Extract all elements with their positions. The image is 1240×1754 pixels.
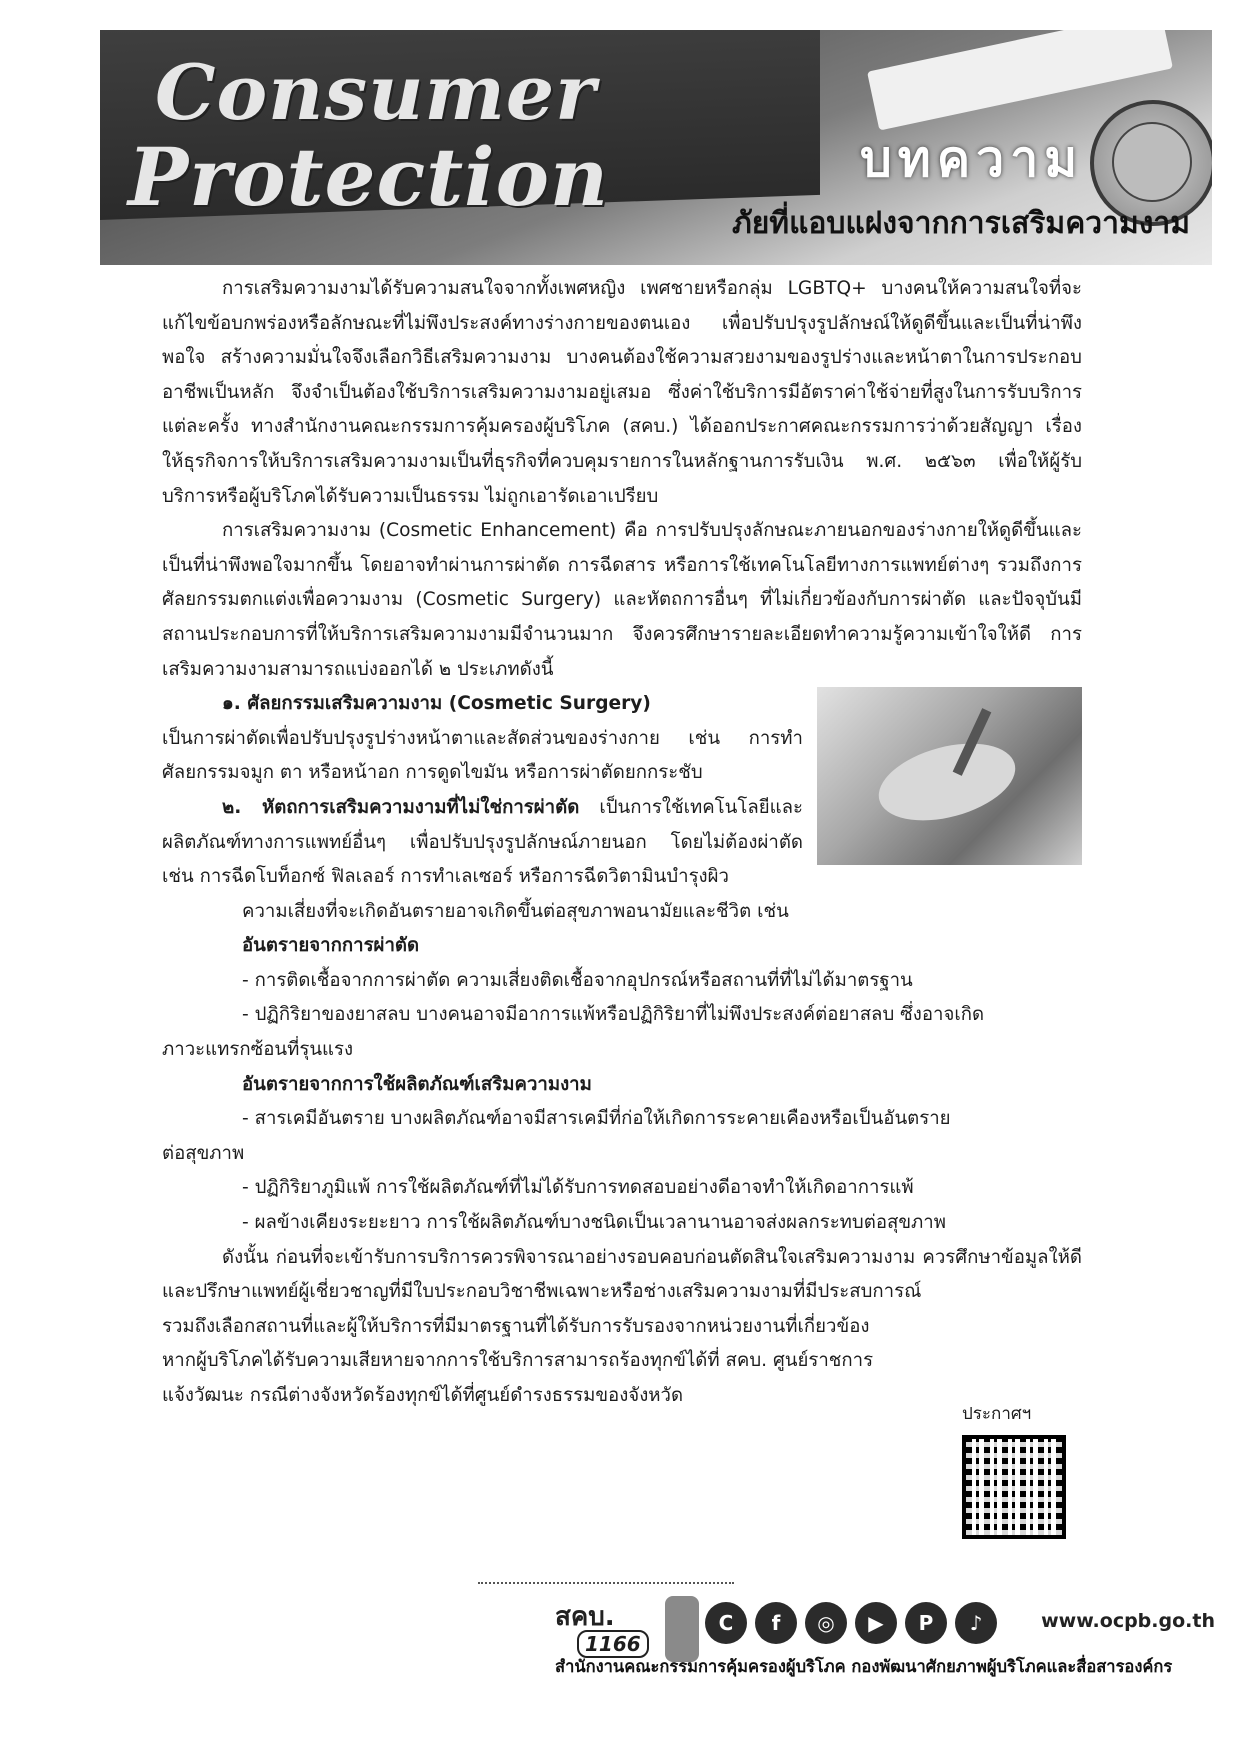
conclusion-paragraph: ดังนั้น ก่อนที่จะเข้ารับการบริการควรพิจารณาอย่างรอบคอบก่อนตัดสินใจเสริมความงาม ควรศึกษาข้อมูลให้ดี และปรึกษาแพทย์ผู้เชี่ยวชาญที่มีใบประกอบวิชาชีพเฉพาะหรือช่างเสริมความงามที่มีประสบการณ์	[162, 1246, 1082, 1303]
surgery-heading: อันตรายจากการผ่าตัด	[242, 935, 420, 957]
qr-code-icon[interactable]	[962, 1435, 1066, 1539]
product-risk-1-cont: ต่อสุขภาพ	[162, 1142, 245, 1164]
product-risk-3: - ผลข้างเคียงระยะยาว การใช้ผลิตภัณฑ์บางชนิดเป็นเวลานานอาจส่งผลกระทบต่อสุขภาพ	[242, 1212, 946, 1234]
product-heading: อันตรายจากการใช้ผลิตภัณฑ์เสริมความงาม	[242, 1073, 592, 1095]
surgery-risk-2-cont: ภาวะแทรกซ้อนที่รุนแรง	[162, 1039, 354, 1061]
page-title: ภัยที่แอบแฝงจากการเสริมความงาม	[731, 206, 1190, 241]
surgery-risk-2: - ปฏิกิริยาของยาสลบ บางคนอาจมีอาการแพ้หรือปฏิกิริยาที่ไม่พึงประสงค์ต่อยาสลบ ซึ่งอาจเกิด	[242, 1004, 985, 1026]
item2-title: ๒. หัตถการเสริมความงามที่ไม่ใช่การผ่าตัด	[222, 796, 580, 818]
cosmetic-procedure-photo	[817, 687, 1082, 865]
banner-title-line2: Protection	[128, 130, 610, 224]
announcement-qr-block	[962, 1400, 1072, 1539]
qr-label: ประกาศฯ	[962, 1404, 1032, 1424]
conclusion-line-2: รวมถึงเลือกสถานที่และผู้ให้บริการที่มีมาตรฐานที่ได้รับการรับรองจากหน่วยงานที่เกี่ยวข้อง	[162, 1315, 870, 1337]
conclusion-line-4: แจ้งวัฒนะ กรณีต่างจังหวัดร้องทุกข์ได้ที่ศูนย์ดำรงธรรมของจังหวัด	[162, 1385, 684, 1406]
banner-title-line1: Consumer	[155, 48, 597, 137]
mascot-icon	[665, 1596, 699, 1662]
item1-text: เป็นการผ่าตัดเพื่อปรับปรุงรูปร่างหน้าตาและสัดส่วนของร่างกาย เช่น การทำศัลยกรรมจมูก ตา หรือหน้าอก การดูดไขมัน หรือการผ่าตัดยกกระชับ	[162, 727, 803, 784]
item1-title: ๑. ศัลยกรรมเสริมความงาม (Cosmetic Surgery)	[222, 693, 651, 715]
footer	[555, 1596, 1215, 1676]
product-risk-2: - ปฏิกิริยาภูมิแพ้ การใช้ผลิตภัณฑ์ที่ไม่ได้รับการทดสอบอย่างดีอาจทำให้เกิดอาการแพ้	[242, 1177, 914, 1199]
ocpb-direct-icon[interactable]: C	[705, 1602, 747, 1644]
organization-name: สำนักงานคณะกรรมการคุ้มครองผู้บริโภค กองพัฒนาศักยภาพผู้บริโภคและสื่อสารองค์กร	[555, 1657, 1173, 1676]
social-icons	[705, 1602, 997, 1644]
product-risk-1: - สารเคมีอันตราย บางผลิตภัณฑ์อาจมีสารเคมีที่ก่อให้เกิดการระคายเคืองหรือเป็นอันตราย	[242, 1108, 951, 1130]
conclusion-line-3: หากผู้บริโภคได้รับความเสียหายจากการใช้บริการสามารถร้องทุกข์ได้ที่ สคบ. ศูนย์ราชการ	[162, 1350, 874, 1372]
risk-intro: ความเสี่ยงที่จะเกิดอันตรายอาจเกิดขึ้นต่อสุขภาพอนามัยและชีวิต เช่น	[242, 900, 789, 922]
surgery-risk-1: - การติดเชื้อจากการผ่าตัด ความเสี่ยงติดเชื้อจากอุปกรณ์หรือสถานที่ที่ไม่ได้มาตรฐาน	[242, 969, 913, 991]
hotline-number: 1166	[577, 1630, 649, 1658]
hotline-label: สคบ.	[555, 1602, 615, 1632]
intro-paragraph: การเสริมความงามได้รับความสนใจจากทั้งเพศหญิง เพศชายหรือกลุ่ม LGBTQ+ บางคนให้ความสนใจที่จะแก้ไขข้อบกพร่องหรือลักษณะที่ไม่พึงประสงค์ทางร่างกายของตนเอง เพื่อปรับปรุงรูปลักษณ์ให้ดูดีขึ้นและเป็นที่น่าพึงพอใจ สร้างความมั่นใจจึงเลือกวิธีเสริมความงาม บางคนต้องใช้ความสวยงามของรูปร่างและหน้าตาในการประกอบอาชีพเป็นหลัก จึงจำเป็นต้องใช้บริการเสริมความงามอยู่เสมอ ซึ่งค่าใช้บริการมีอัตราค่าใช้จ่ายที่สูงในการรับบริการแต่ละครั้ง ทางสำนักงานคณะกรรมการคุ้มครองผู้บริโภค (สคบ.) ได้ออกประกาศคณะกรรมการว่าด้วยสัญญา เรื่อง ให้ธุรกิจการให้บริการเสริมความงามเป็นที่ธุรกิจที่ควบคุมรายการในหลักฐานการรับเงิน พ.ศ. ๒๕๖๓ เพื่อให้ผู้รับบริการหรือผู้บริโภคได้รับความเป็นธรรม ไม่ถูกเอารัดเอาเปรียบ	[162, 278, 1082, 507]
instagram-icon[interactable]: ◎	[805, 1602, 847, 1644]
tiktok-icon[interactable]: ♪	[955, 1602, 997, 1644]
article-tag: บทความ	[860, 130, 1084, 188]
website-link[interactable]: www.ocpb.go.th	[1041, 1610, 1215, 1632]
divider	[478, 1582, 734, 1584]
definition-paragraph: การเสริมความงาม (Cosmetic Enhancement) คือ การปรับปรุงลักษณะภายนอกของร่างกายให้ดูดีขึ้นและเป็นที่น่าพึงพอใจมากขึ้น โดยอาจทำผ่านการผ่าตัด การฉีดสาร หรือการใช้เทคโนโลยีทางการแพทย์ต่างๆ รวมถึงการศัลยกรรมตกแต่งเพื่อความงาม (Cosmetic Surgery) และหัตถการอื่นๆ ที่ไม่เกี่ยวข้องกับการผ่าตัด และปัจจุบันมีสถานประกอบการที่ให้บริการเสริมความงามมีจำนวนมาก จึงควรศึกษารายละเอียดทำความรู้ความเข้าใจให้ดี การเสริมความงามสามารถแบ่งออกได้ ๒ ประเภทดังนี้	[162, 520, 1082, 680]
header-banner	[100, 30, 1212, 265]
facebook-icon[interactable]: f	[755, 1602, 797, 1644]
youtube-icon[interactable]: ▶	[855, 1602, 897, 1644]
pantip-icon[interactable]: P	[905, 1602, 947, 1644]
item2-text: เป็นการใช้เทคโนโลยีและผลิตภัณฑ์ทางการแพทย์อื่นๆ เพื่อปรับปรุงรูปลักษณ์ภายนอก โดยไม่ต้องผ่าตัด เช่น การฉีดโบท็อกซ์ ฟิลเลอร์ การทำเลเซอร์ หรือการฉีดวิตามินบำรุงผิว	[162, 796, 803, 888]
article-body	[162, 272, 1082, 1414]
